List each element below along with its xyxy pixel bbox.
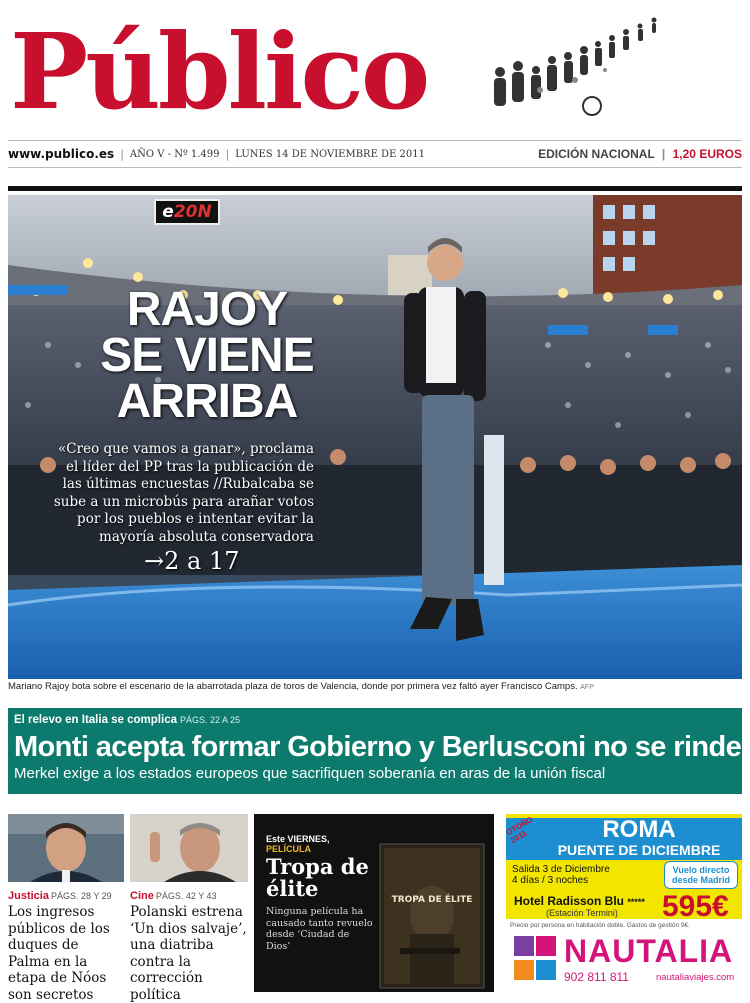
lead-headline-line-2: SE VIENE xyxy=(100,329,314,382)
lead-page-reference[interactable]: →2 a 17 xyxy=(144,547,240,575)
edition-label: EDICIÓN NACIONAL xyxy=(538,147,655,161)
justicia-kicker xyxy=(8,890,124,902)
ad-website[interactable]: nautaliaviajes.com xyxy=(656,972,735,983)
italy-kicker xyxy=(14,714,240,726)
ad-city: ROMA xyxy=(602,816,676,843)
promo-kicker-day: Este VIERNES, xyxy=(266,834,330,844)
promo-blurb: Ninguna película ha causado tanto revuelo desde ‘Ciudad de Dios’ xyxy=(266,906,373,952)
election-badge-prefix: e xyxy=(162,202,174,222)
lead-deck: «Creo que vamos a ganar», proclama el líder del PP tras la publicación de las últimas encuestas //Rubalcaba se sube a un microbús para arañar votos por los pueblos e intentar evitar la mayoría absoluta conservadora xyxy=(53,441,314,545)
ad-hotel-stars: ***** xyxy=(627,897,645,907)
film-promo[interactable] xyxy=(254,814,494,992)
ad-departure: Salida 3 de Diciembre xyxy=(512,864,610,875)
ad-subtitle: PUENTE DE DICIEMBRE xyxy=(557,842,721,858)
lead-story[interactable] xyxy=(8,195,742,679)
photo-credit: AFP xyxy=(580,684,594,691)
edition-price xyxy=(538,147,742,161)
ad-station: (Estación Termini) xyxy=(546,908,618,918)
ad-details xyxy=(512,864,610,886)
election-badge-accent: 20N xyxy=(173,202,212,222)
cine-pages: PÁGS. 42 Y 43 xyxy=(155,891,217,901)
separator: | xyxy=(225,147,230,161)
ad-brand: NAUTALIA xyxy=(564,933,734,969)
top-band xyxy=(8,186,742,191)
promo-kicker-type: PELÍCULA xyxy=(266,844,311,854)
ad-season-label: OTOÑO 2011 xyxy=(504,814,535,846)
nautalia-logo-icon xyxy=(512,934,558,984)
cine-kicker xyxy=(130,890,248,902)
ad-flight-badge: Vuelo directo desde Madrid xyxy=(664,861,738,889)
portrait-photo-man-suit xyxy=(8,814,124,882)
justicia-headline[interactable]: Los ingresos públicos de los duques de Palma en la etapa de Nóos son secretos xyxy=(8,904,110,1003)
cine-story[interactable] xyxy=(130,814,248,1003)
justicia-story[interactable] xyxy=(8,814,124,1003)
portrait-photo-director xyxy=(130,814,248,882)
ad-fine-print: Precio por persona en habitación doble. Gastos de gestión 9€. xyxy=(510,922,690,929)
caption-text: Mariano Rajoy bota sobre el escenario de la abarrotada plaza de toros de Valencia, donde por primera vez faltó ayer Francisco Camps. xyxy=(8,681,578,692)
cover-price: 1,20 EUROS xyxy=(672,147,742,161)
dvd-cover-image xyxy=(380,844,484,988)
italy-pages: PÁGS. 22 A 25 xyxy=(180,715,241,725)
lead-headline-line-1: RAJOY xyxy=(126,283,288,336)
italy-story[interactable] xyxy=(8,708,742,794)
italy-deck: Merkel exige a los estados europeos que sacrifiquen soberanía en aras de la unión fiscal xyxy=(14,765,606,782)
ad-price: 595€ xyxy=(662,890,729,923)
ad-duration: 4 días / 3 noches xyxy=(512,875,589,886)
travel-advertisement[interactable] xyxy=(506,814,742,992)
lead-headline[interactable] xyxy=(72,283,342,428)
issue-date: LUNES 14 DE NOVIEMBRE DE 2011 xyxy=(235,148,426,160)
italy-headline[interactable]: Monti acepta formar Gobierno y Berlusconi no se rinde xyxy=(14,731,742,763)
justicia-pages: PÁGS. 28 Y 29 xyxy=(50,891,112,901)
site-url[interactable]: www.publico.es xyxy=(8,147,115,161)
lead-headline-line-3: ARRIBA xyxy=(116,375,298,428)
crowd-silhouette-illustration xyxy=(480,10,670,130)
masthead xyxy=(0,0,750,140)
cine-headline[interactable]: Polanski estrena ‘Un dios salvaje’, una diatriba contra la corrección política xyxy=(130,904,247,1003)
newspaper-logo[interactable]: Público xyxy=(10,10,428,133)
ad-hotel xyxy=(514,894,645,908)
dvd-cover-title: TROPA DE ÉLITE xyxy=(391,895,473,905)
lead-photo-bullring-rally xyxy=(8,195,742,679)
ad-hotel-name: Hotel Radisson Blu xyxy=(514,894,625,908)
separator: | xyxy=(120,147,124,161)
info-bar xyxy=(8,140,742,168)
promo-title[interactable]: Tropa de élite xyxy=(266,854,369,901)
cine-kicker-text: Cine xyxy=(130,890,154,902)
election-badge xyxy=(154,199,220,225)
issue-number: AÑO V - Nº 1.499 xyxy=(129,148,220,160)
justicia-kicker-text: Justicia xyxy=(8,890,49,902)
italy-kicker-text: El relevo en Italia se complica xyxy=(14,714,177,726)
separator: | xyxy=(661,147,666,161)
photo-caption xyxy=(8,681,742,692)
ad-phone[interactable]: 902 811 811 xyxy=(564,970,629,984)
